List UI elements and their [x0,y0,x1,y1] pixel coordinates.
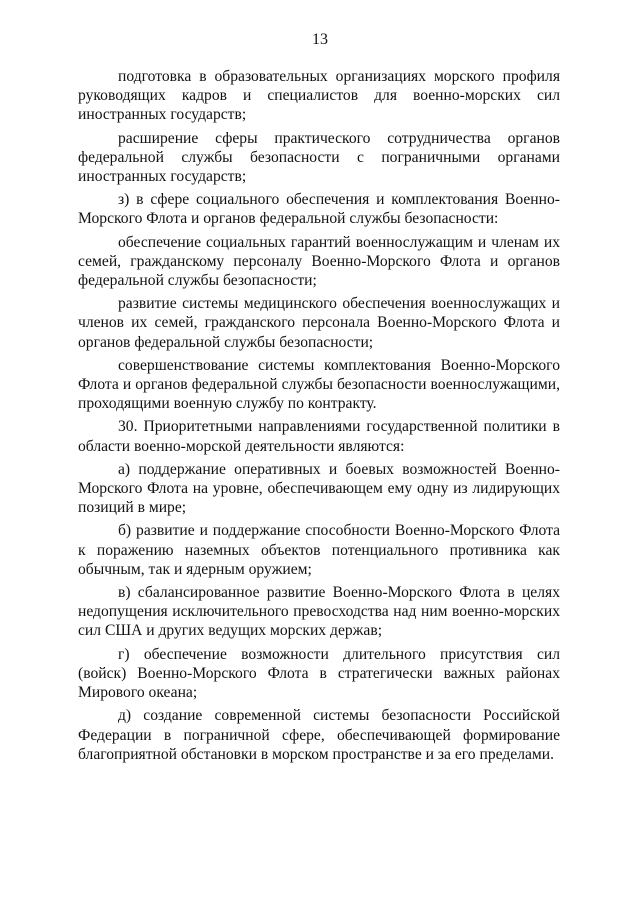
document-body [78,67,560,768]
paragraph-contract-staffing: совершенствование системы комплектования Военно-Морского Флота и органов федеральной службы безопасности военнослужащими, проходящими военную службу по контракту. [78,356,560,413]
paragraph-item-30: 30. Приоритетными направлениями государственной политики в области военно-морской деятельности являются: [78,418,560,455]
paragraph-social-sphere-heading: з) в сфере социального обеспечения и комплектования Военно-Морского Флота и органов федеральной службы безопасности: [78,191,560,228]
paragraph-item-b: б) развитие и поддержание способности Военно-Морского Флота к поражению наземных объектов потенциального противника как обычным, так и ядерным оружием; [78,522,560,578]
paragraph-item-a: а) поддержание оперативных и боевых возможностей Военно-Морского Флота на уровне, обеспечивающем ему одну из лидирующих позиций в мире; [78,460,560,517]
paragraph-medical-support: развитие системы медицинского обеспечения военнослужащих и членов их семей, гражданского персонала Военно-Морского Флота и органов федеральной службы безопасности; [78,295,560,351]
paragraph-item-v: в) сбалансированное развитие Военно-Морского Флота в целях недопущения исключительного превосходства над ним военно-морских сил США и других ведущих морских держав; [78,584,560,640]
paragraph-social-guarantees: обеспечение социальных гарантий военнослужащим и членам их семей, гражданскому персоналу Военно-Морского Флота и органов федеральной службы безопасности; [78,233,560,290]
paragraph-training-foreign-specialists: подготовка в образовательных организациях морского профиля руководящих кадров и специалистов для военно-морских сил иностранных государств; [78,68,560,124]
page-number: 13 [312,31,328,48]
paragraph-border-cooperation: расширение сферы практического сотрудничества органов федеральной службы безопасности с пограничными органами иностранных государств; [78,129,560,186]
paragraph-item-d: д) создание современной системы безопасности Российской Федерации в пограничной сфере, обеспечивающей формирование благоприятной обстановки в морском пространстве и за его пределами. [78,707,560,763]
paragraph-item-g: г) обеспечение возможности длительного присутствия сил (войск) Военно-Морского Флота в стратегически важных районах Мирового океана; [78,645,560,702]
